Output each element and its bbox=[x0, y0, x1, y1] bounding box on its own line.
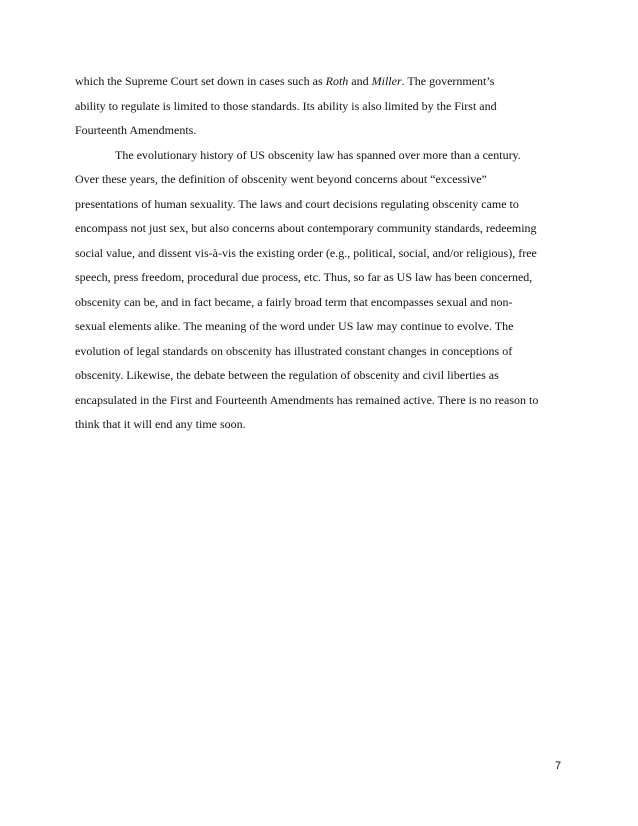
text-line-6: presentations of human sexuality. The laws and court decisions regulating obscenity came to bbox=[75, 196, 519, 211]
body-text bbox=[75, 69, 575, 437]
page-number: 7 bbox=[555, 760, 562, 772]
text-line-10: obscenity can be, and in fact became, a fairly broad term that encompasses sexual and non- bbox=[75, 294, 513, 309]
text-line-2: ability to regulate is limited to those standards. Its ability is also limited by the First and bbox=[75, 98, 497, 113]
text-line-8: social value, and dissent vis-à-vis the existing order (e.g., political, social, and/or religious), free bbox=[75, 245, 537, 260]
text-line-5: Over these years, the definition of obscenity went beyond concerns about “excessive” bbox=[75, 172, 487, 186]
text-line-9: speech, press freedom, procedural due process, etc. Thus, so far as US law has been concerned, bbox=[75, 270, 533, 284]
case-name-miller: Miller bbox=[371, 74, 402, 88]
paragraph-start-line: The evolutionary history of US obscenity law has spanned over more than a century. bbox=[115, 147, 521, 162]
case-name-roth: Roth bbox=[325, 74, 349, 88]
text-line-15: think that it will end any time soon. bbox=[75, 417, 246, 431]
text-line-13: obscenity. Likewise, the debate between the regulation of obscenity and civil liberties as bbox=[75, 368, 499, 382]
text-line-12: evolution of legal standards on obscenity has illustrated constant changes in conceptions of bbox=[75, 343, 513, 358]
text-line-3: Fourteenth Amendments. bbox=[75, 123, 197, 137]
text-line-7: encompass not just sex, but also concerns about contemporary community standards, redeeming bbox=[75, 221, 537, 235]
text-line-1: which the Supreme Court set down in cases such as Roth and Miller. The government’s bbox=[75, 74, 495, 88]
text-line-11: sexual elements alike. The meaning of the word under US law may continue to evolve. The bbox=[75, 319, 514, 333]
text-line-14: encapsulated in the First and Fourteenth Amendments has remained active. There is no reason to bbox=[75, 392, 539, 407]
